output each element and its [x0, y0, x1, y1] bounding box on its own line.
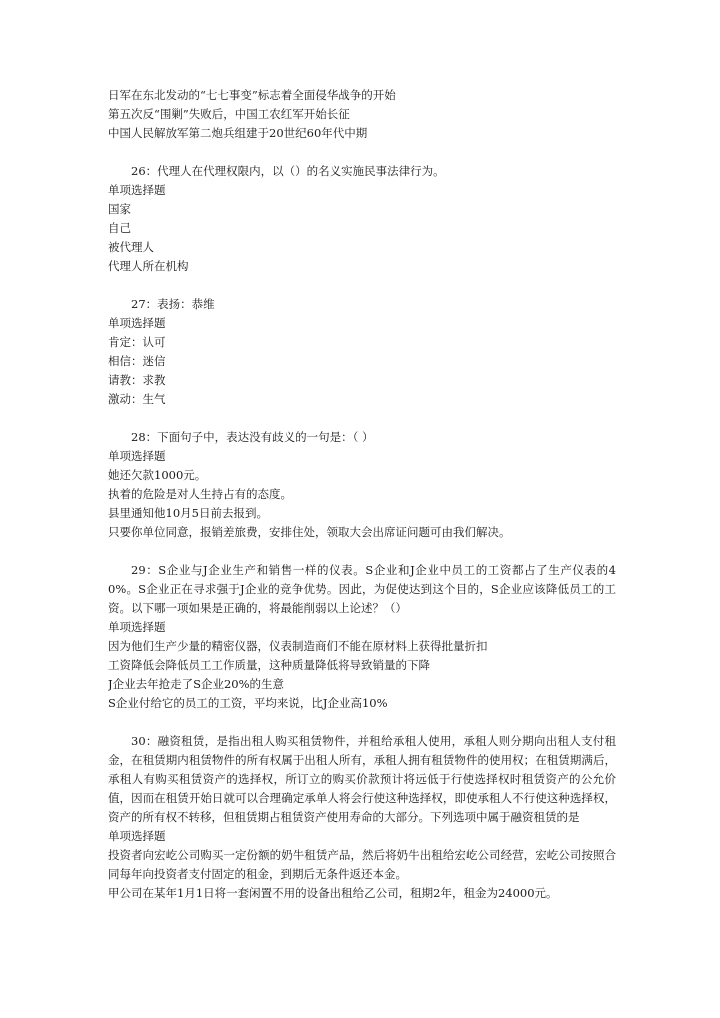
option-text: 甲公司在某年1月1日将一套闲置不用的设备出租给乙公司，租期2年，租金为24000元。: [108, 886, 558, 900]
option-text: 国家: [108, 202, 131, 216]
previous-question-options: [108, 86, 616, 143]
option-text: 代理人所在机构: [108, 259, 189, 273]
option-text: 日军在东北发动的“七七事变”标志着全面侵华战争的开始: [108, 88, 396, 102]
question-type: 单项选择题: [108, 829, 166, 843]
question-type: 单项选择题: [108, 449, 166, 463]
option-text: 请教：求教: [108, 373, 166, 387]
option-text: 激动：生气: [108, 392, 166, 406]
option-text: 县里通知他10月5日前去报到。: [108, 506, 268, 520]
option-text: S企业付给它的员工的工资，平均来说，比J企业高10%: [108, 696, 388, 710]
question-type: 单项选择题: [108, 316, 166, 330]
question-stem: 26：代理人在代理权限内，以（）的名义实施民事法律行为。: [131, 164, 445, 178]
question-stem: 28：下面句子中，表达没有歧义的一句是：（ ）: [131, 430, 374, 444]
document-page: [108, 86, 616, 903]
option-text: 投资者向宏屹公司购买一定份额的奶牛租赁产品，然后将奶牛出租给宏屹公司经营，宏屹公司按照合同每年向投资者支付固定的租金，到期后无条件返还本金。: [108, 848, 616, 881]
question-type: 单项选择题: [108, 620, 166, 634]
option-text: 被代理人: [108, 240, 154, 254]
option-text: 只要你单位同意，报销差旅费，安排住处，领取大会出席证问题可由我们解决。: [108, 525, 511, 539]
question-stem: 30：融资租赁，是指出租人购买租赁物件，并租给承租人使用，承租人则分期向出租人支付租金，在租赁期内租赁物件的所有权属于出租人所有，承租人拥有租赁物件的使用权；在租赁期满后，承租人有购买租赁资产的选择权，所订立的购买价款预计将远低于行使选择权时租赁资产的公允价值，因而在租赁开始日就可以合理确定承单人将会行使这种选择权，即使承租人不行使这种选择权，资产的所有权不转移，但租赁期占租赁资产使用寿命的大部分。下列选项中属于融资租赁的是: [108, 734, 616, 824]
option-text: 工资降低会降低员工工作质量，这种质量降低将导致销量的下降: [108, 658, 430, 672]
option-text: 中国人民解放军第二炮兵组建于20世纪60年代中期: [108, 126, 368, 140]
option-text: J企业去年抢走了S企业20%的生意: [108, 677, 285, 691]
option-text: 相信：迷信: [108, 354, 166, 368]
option-text: 第五次反“围剿”失败后，中国工农红军开始长征: [108, 107, 350, 121]
question-29: [108, 561, 616, 713]
option-text: 因为他们生产少量的精密仪器，仪表制造商们不能在原材料上获得批量折扣: [108, 639, 488, 653]
option-text: 执着的危险是对人生持占有的态度。: [108, 487, 292, 501]
option-text: 自己: [108, 221, 131, 235]
question-30: [108, 732, 616, 903]
question-stem: 27：表扬：恭维: [131, 297, 215, 311]
option-text: 她还欠款1000元。: [108, 468, 207, 482]
question-28: [108, 428, 616, 542]
question-stem: 29：S企业与J企业生产和销售一样的仪表。S企业和J企业中员工的工资都占了生产仪表的40%。S企业正在寻求强于J企业的竞争优势。因此，为促使达到这个目的，S企业应该降低员工的工资。以下哪一项如果是正确的，将最能削弱以上论述？（）: [108, 563, 616, 615]
option-text: 肯定：认可: [108, 335, 166, 349]
question-26: [108, 162, 616, 276]
question-type: 单项选择题: [108, 183, 166, 197]
question-27: [108, 295, 616, 409]
